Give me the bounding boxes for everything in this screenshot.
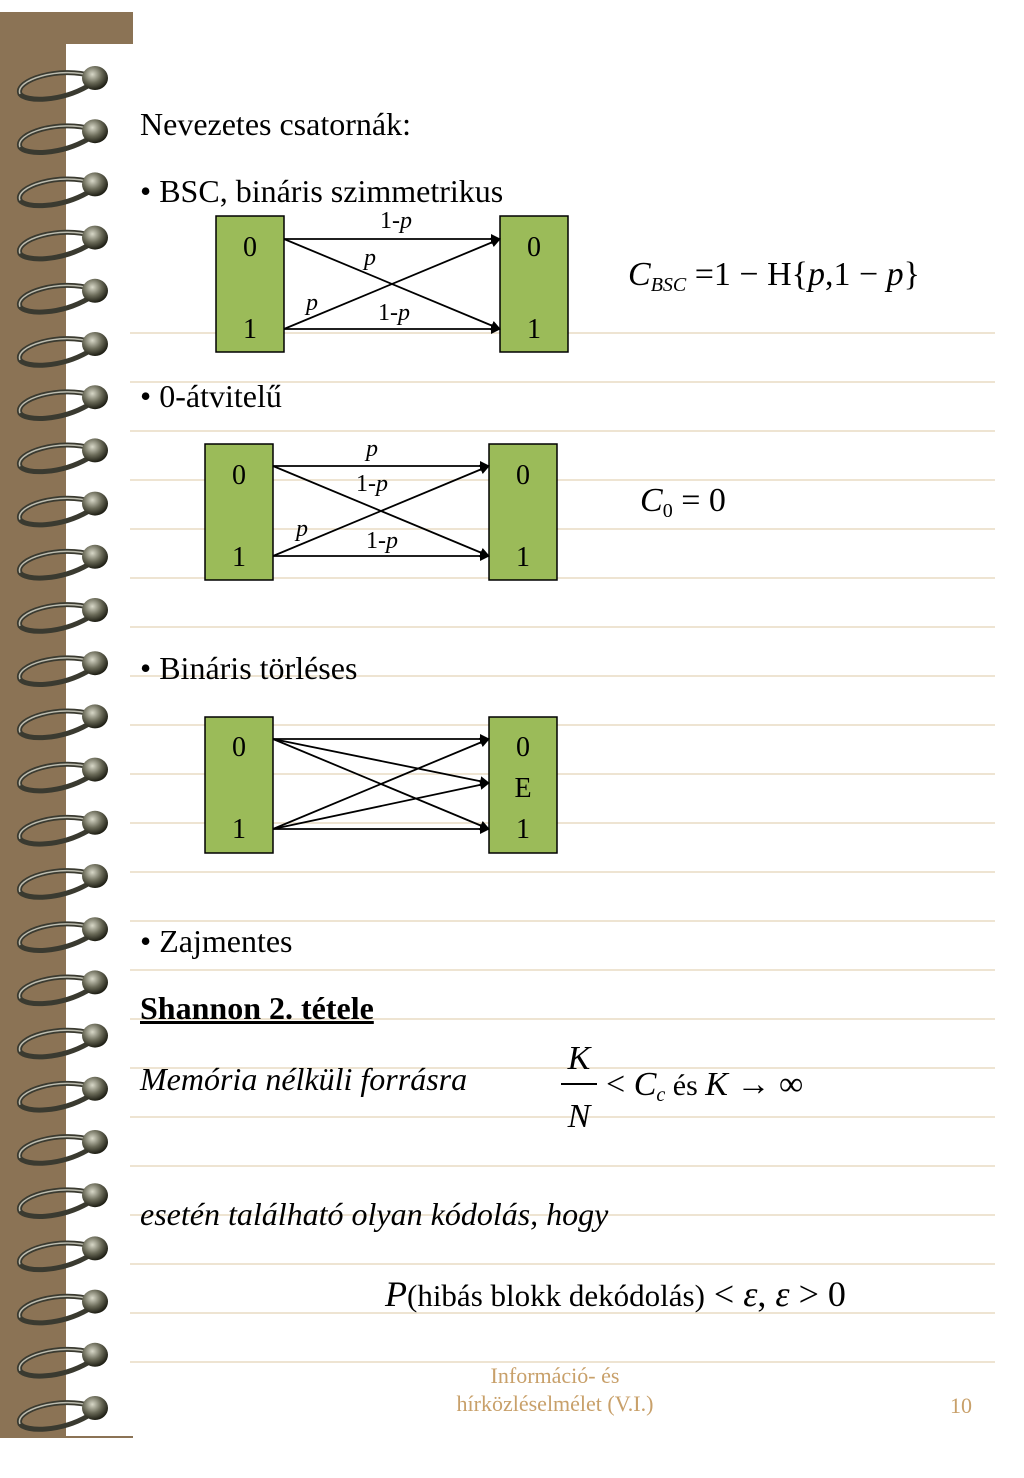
svg-text:1-p [380, 208, 412, 234]
bsc-capacity-p1: p [807, 256, 825, 293]
bsc-capacity-sub: BSC [650, 274, 687, 296]
erasure-in-1: 1 [232, 814, 246, 845]
svg-text:1-p [356, 471, 388, 497]
formula-eps1: ε [743, 1274, 758, 1314]
page-number: 10 [950, 1393, 972, 1418]
erasure-out-0: 0 [516, 732, 530, 763]
bsc-capacity-rhs-c: } [903, 256, 920, 293]
condition-K: K [705, 1066, 728, 1103]
erasure-out-1: 1 [516, 814, 530, 845]
bsc-out-1: 1 [527, 314, 541, 345]
zero-capacity-rhs: = 0 [681, 482, 726, 519]
condition-arrow: → ∞ [727, 1066, 804, 1103]
zero-capacity-sub: 0 [662, 500, 673, 522]
shannon-title: Shannon 2. tétele [140, 990, 374, 1026]
bsc-prob-top: 1- [380, 208, 400, 234]
formula-comma: , [757, 1274, 776, 1314]
formula-gt: > 0 [789, 1274, 846, 1314]
footer-title-line2: hírközléselmélet (V.I.) [456, 1390, 654, 1416]
fraction-numerator: K [567, 1040, 591, 1077]
zero-prob-bottom-var: p [386, 528, 398, 554]
noiseless-label: • Zajmentes [140, 925, 292, 957]
zero-in-0: 0 [232, 460, 246, 491]
footer-title [430, 1362, 680, 1417]
bsc-in-0: 0 [243, 232, 257, 263]
bsc-capacity-rhs-b: ,1 − [824, 256, 887, 293]
bsc-in-1: 1 [243, 314, 257, 345]
zero-prob-mid-var: p [376, 471, 388, 497]
bsc-prob-cross: p [364, 245, 376, 271]
bsc-prob-bottom-var: p [398, 300, 410, 326]
bsc-prob-lower: p [306, 290, 318, 316]
zero-capacity-C: C [640, 482, 663, 519]
erasure-diagram [205, 717, 557, 853]
shannon-condition-text: Memória nélküli forrásra [140, 1061, 468, 1097]
erasure-label: • Bináris törléses [140, 652, 357, 684]
svg-text:1-p [366, 528, 398, 554]
zero-prob-lower: p [296, 516, 308, 542]
condition-C-sub: c [656, 1084, 666, 1106]
formula-eps2: ε [775, 1274, 790, 1314]
bsc-capacity-C: C [628, 256, 651, 293]
zero-out-1: 1 [516, 542, 530, 573]
formula-arg: (hibás blokk dekódolás) [407, 1278, 705, 1313]
formula-lt: < [704, 1274, 744, 1314]
formula-P: P [385, 1274, 407, 1314]
error-probability-formula [385, 1276, 846, 1312]
svg-text:1-p [378, 300, 410, 326]
bsc-prob-bottom: 1- [378, 300, 398, 326]
shannon-condition-formula [606, 1068, 803, 1105]
zero-capacity-formula [640, 484, 726, 521]
shannon-result-text: esetén található olyan kódolás, hogy [140, 1196, 609, 1232]
zero-channel-label: • 0-átvitelű [140, 380, 282, 412]
zero-prob-mid: 1- [356, 471, 376, 497]
condition-lt: < [606, 1066, 634, 1103]
bsc-label: • BSC, bináris szimmetrikus [140, 175, 503, 207]
condition-es: és [665, 1069, 706, 1102]
bsc-capacity-rhs-a: =1 − H{ [694, 256, 808, 293]
condition-C: C [633, 1066, 657, 1103]
zero-prob-top: p [366, 436, 378, 462]
footer-title-line1: Információ- és [490, 1363, 620, 1388]
erasure-in-0: 0 [232, 732, 246, 763]
zero-in-1: 1 [232, 542, 246, 573]
bsc-capacity-formula [628, 258, 920, 295]
page-heading: Nevezetes csatornák: [140, 106, 411, 142]
bsc-capacity-p2: p [886, 256, 904, 293]
bsc-prob-top-var: p [400, 208, 412, 234]
fraction-bar [561, 1083, 597, 1085]
zero-prob-bottom: 1- [366, 528, 386, 554]
bsc-diagram [216, 208, 568, 352]
erasure-out-E: E [514, 773, 532, 804]
fraction-denominator: N [567, 1098, 591, 1135]
zero-out-0: 0 [516, 460, 530, 491]
bsc-out-0: 0 [527, 232, 541, 263]
zero-channel-diagram [205, 436, 557, 580]
